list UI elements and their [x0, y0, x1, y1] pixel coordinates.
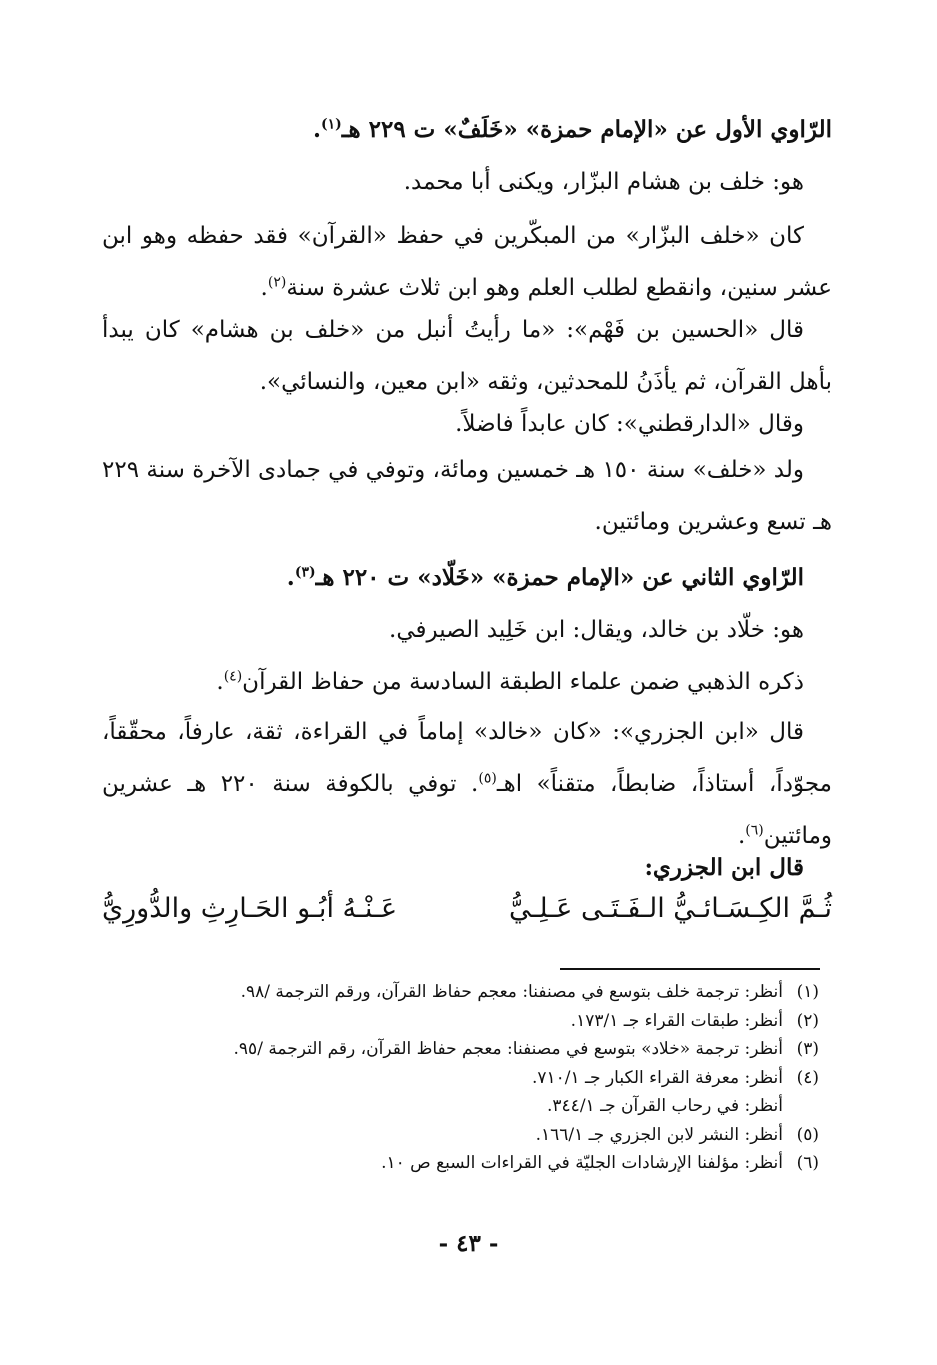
paragraph-identity	[102, 156, 832, 208]
paragraph-text: كان «خلف البزّار» من المبكّرين في حفظ «القرآن» فقد حفظه وهو ابن عشر سنين، وانقطع لطلب العلم وهو ابن ثلاث عشرة سنة	[102, 223, 832, 301]
paragraph-text: هو: خلّاد بن خالد، ويقال: ابن خَلِيد الصيرفي.	[389, 617, 804, 643]
paragraph-text: قال «الحسين بن فَهْم»: «ما رأيتُ أنبل من «خلف بن هشام» كان يبدأ بأهل القرآن، ثم يأذَنُ للمحدثين، وثقه «ابن معين، والنسائي».	[102, 317, 832, 395]
paragraph-text: ذكره الذهبي ضمن علماء الطبقة السادسة من حفاظ القرآن	[242, 669, 804, 695]
footnote-number: (٣)	[796, 1039, 819, 1059]
footnote-text: أنظر: ترجمة خلف بتوسع في مصنفنا: معجم حفاظ القرآن، ورقم الترجمة /٩٨.	[240, 982, 783, 1002]
paragraph-birth-death	[102, 444, 832, 548]
page-number: - ٤٣ -	[438, 1230, 499, 1257]
footnote-ref: (٢)	[267, 274, 287, 291]
section-heading-first-narrator	[102, 104, 832, 156]
paragraph-daraqutni	[102, 398, 832, 450]
paragraph-tail: .	[260, 275, 268, 301]
footnote-number: (٥)	[796, 1124, 819, 1145]
footnote-text: أنظر: معرفة القراء الكبار جـ ٧١٠/١.	[531, 1067, 783, 1088]
footnote-number: (٤)	[796, 1067, 819, 1088]
footnote-text: أنظر: مؤلفنا الإرشادات الجليّة في القراءات السبع ص ١٠.	[381, 1153, 783, 1173]
heading-tail: .	[286, 564, 295, 591]
poetry-verse	[102, 893, 832, 941]
section-heading-second-narrator	[102, 552, 832, 604]
paragraph-tail: .	[737, 823, 746, 849]
paragraph-text: ولد «خلف» سنة ١٥٠ هـ خمسين ومائة، وتوفي في جمادى الآخرة سنة ٢٢٩ هـ تسع وعشرين ومائتين.	[102, 457, 832, 535]
paragraph-ibn-jazari-quote	[102, 706, 832, 862]
heading-text: الرّاوي الأول عن «الإمام حمزة» «خَلَفٌ» ت ٢٢٩ هـ	[341, 116, 832, 143]
footnote-text: أنظر: النشر لابن الجزري جـ ١٦٦/١.	[535, 1124, 783, 1145]
verse-intro-heading	[102, 842, 832, 894]
heading-tail: .	[312, 116, 321, 143]
heading-text: قال ابن الجزري:	[644, 854, 804, 881]
footnote-ref: (٥)	[478, 770, 497, 787]
footnotes	[99, 978, 819, 1178]
paragraph-husayn-quote	[102, 304, 832, 408]
paragraph-text: هو: خلف بن هشام البزّار، ويكنى أبا محمد.	[403, 169, 804, 195]
paragraph-khallad-identity	[102, 604, 832, 656]
paragraph-text: قال «ابن الجزري»: «كان «خالد» إماماً في القراءة، ثقة، عارفاً، محقّقاً، مجوّداً، أستاذاً، ضابطاً، متقناً» اهـ	[102, 719, 832, 797]
footnote-number	[783, 1092, 819, 1121]
footnote-text: أنظر: ترجمة «خلاد» بتوسع في مصنفنا: معجم حفاظ القرآن، رقم الترجمة /٩٥.	[233, 1039, 783, 1059]
footnote-item	[99, 1121, 819, 1150]
footnote-item	[99, 1149, 819, 1178]
paragraph-text: وقال «الدارقطني»: كان عابداً فاضلاً.	[455, 411, 804, 437]
footnote-item	[99, 978, 819, 1007]
footnote-text: أنظر: طبقات القراء جـ ١٧٣/١.	[570, 1010, 783, 1031]
footnote-item	[99, 1035, 819, 1064]
footnote-number: (٦)	[796, 1153, 819, 1173]
footnote-ref: (٤)	[223, 668, 243, 685]
paragraph-tail: . توفي بالكوفة سنة ٢٢٠ هـ عشرين ومائتين	[102, 771, 832, 849]
heading-text: الرّاوي الثاني عن «الإمام حمزة» «خَلّاد» ت ٢٢٠ هـ	[315, 564, 804, 591]
footnote-item	[99, 1007, 819, 1036]
verse-second-hemistich: عَـنْـهُ أبُـو الحَـارِثِ والدُّورِيُّ	[102, 893, 398, 924]
paragraph-memorization	[102, 210, 832, 314]
footnote-text: أنظر: في رحاب القرآن جـ ٣٤٤/١.	[547, 1096, 783, 1116]
footnote-number: (١)	[796, 982, 819, 1002]
paragraph-tail: .	[216, 669, 224, 695]
paragraph-dhahabi	[102, 656, 832, 708]
verse-first-hemistich: ثُـمَّ الكِـسَـائـيُّ الـفَـتَـى عَـلِـيُّ	[509, 893, 832, 924]
footnote-item	[99, 1092, 819, 1121]
footnote-item	[99, 1064, 819, 1093]
footnote-ref: (٣)	[294, 564, 316, 581]
footnote-ref: (٦)	[745, 822, 764, 839]
footnote-ref: (١)	[320, 116, 342, 133]
footnote-number: (٢)	[796, 1010, 819, 1031]
footnote-separator	[560, 968, 820, 970]
